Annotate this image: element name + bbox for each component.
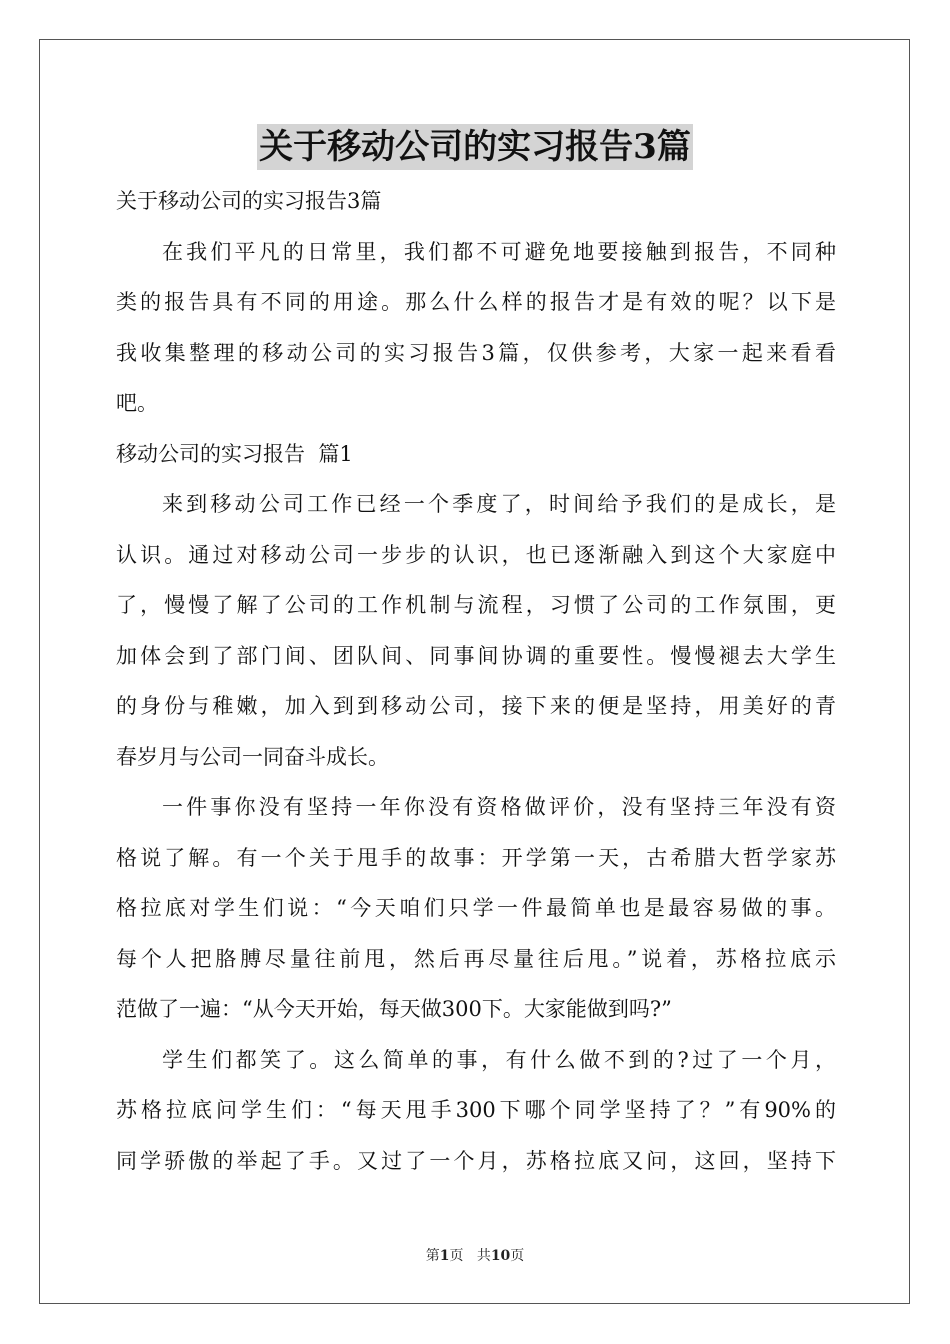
paragraph-line: 我收集整理的移动公司的实习报告3篇，仅供参考，大家一起来看看 (116, 340, 836, 365)
paragraph-line: 苏格拉底问学生们：“每天甩手300下哪个同学坚持了？”有90%的 (116, 1098, 836, 1122)
page-number: 1 (439, 1248, 450, 1264)
total-pages: 10 (490, 1248, 511, 1264)
document-subtitle: 关于移动公司的实习报告3篇 (116, 189, 382, 213)
page-suffix: 页 (449, 1248, 464, 1264)
paragraph-line: 格拉底对学生们说：“今天咱们只学一件最简单也是最容易做的事。 (116, 896, 836, 920)
paragraph-line: 的身份与稚嫩，加入到到移动公司，接下来的便是坚持，用美好的青 (116, 694, 836, 718)
total-prefix: 共 (476, 1248, 491, 1264)
page-prefix: 第 (425, 1248, 440, 1264)
paragraph-line: 范做了一遍：“从今天开始，每天做300下。大家能做到吗?” (116, 997, 672, 1021)
paragraph-line: 来到移动公司工作已经一个季度了，时间给予我们的是成长，是 (162, 492, 836, 516)
total-suffix: 页 (510, 1248, 525, 1264)
paragraph-line: 春岁月与公司一同奋斗成长。 (116, 744, 389, 769)
paragraph-line: 类的报告具有不同的用途。那么什么样的报告才是有效的呢？以下是 (116, 290, 836, 314)
title-container (0, 124, 950, 170)
document-title: 关于移动公司的实习报告3篇 (257, 124, 693, 170)
paragraph-line: 同学骄傲的举起了手。又过了一个月，苏格拉底又问，这回，坚持下 (116, 1148, 836, 1173)
paragraph-line: 在我们平凡的日常里，我们都不可避免地要接触到报告，不同种 (162, 239, 836, 264)
body-paragraph (116, 479, 836, 782)
section-heading: 移动公司的实习报告 篇1 (116, 441, 353, 466)
body-paragraph (116, 1035, 836, 1187)
document-body (116, 176, 836, 1186)
page-footer (0, 1246, 950, 1266)
paragraph-line: 吧。 (116, 391, 158, 415)
paragraph-line: 认识。通过对移动公司一步步的认识，也已逐渐融入到这个大家庭中 (116, 542, 836, 567)
intro-paragraph (116, 227, 836, 429)
paragraph-line: 学生们都笑了。这么简单的事，有什么做不到的?过了一个月， (162, 1047, 836, 1072)
body-paragraph (116, 782, 836, 1035)
paragraph-line: 了，慢慢了解了公司的工作机制与流程，习惯了公司的工作氛围，更 (116, 593, 836, 617)
paragraph-line: 每个人把胳膊尽量往前甩，然后再尽量往后甩。”说着，苏格拉底示 (116, 946, 836, 971)
paragraph-line: 加体会到了部门间、团队间、同事间协调的重要性。慢慢褪去大学生 (116, 643, 836, 668)
paragraph-line: 一件事你没有坚持一年你没有资格做评价，没有坚持三年没有资 (162, 795, 836, 819)
paragraph-line: 格说了解。有一个关于甩手的故事：开学第一天，古希腊大哲学家苏 (116, 845, 836, 870)
